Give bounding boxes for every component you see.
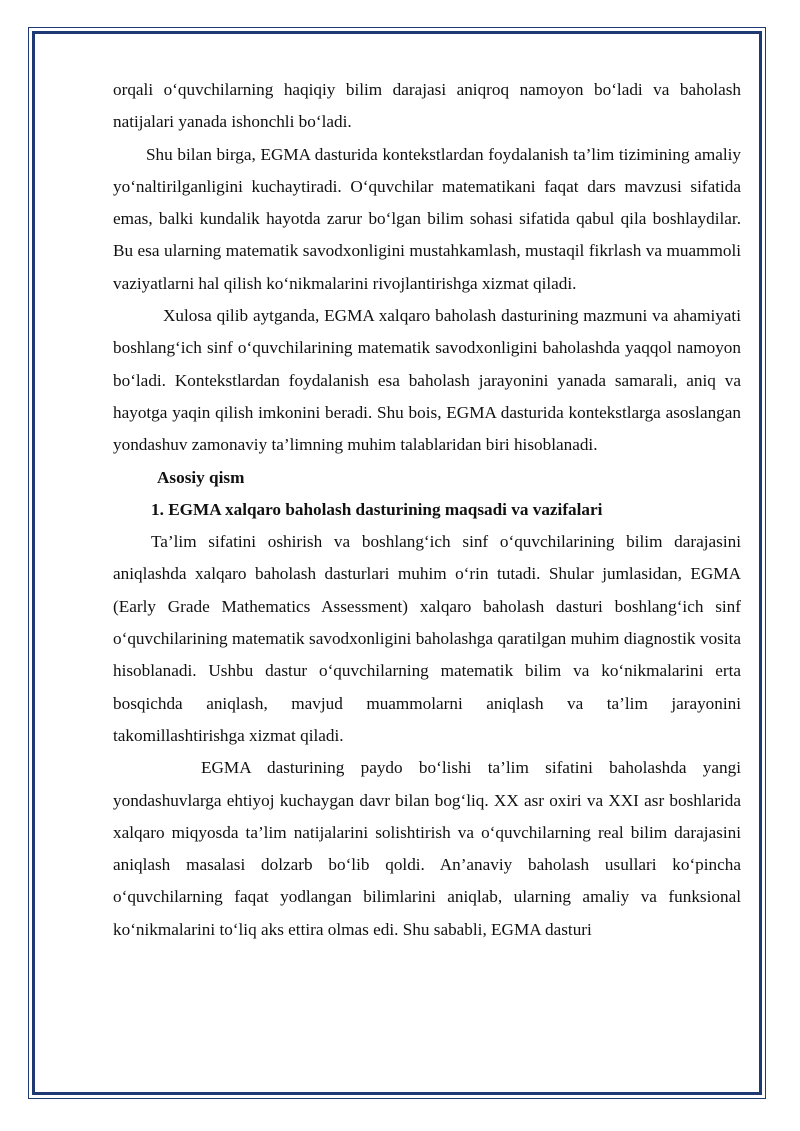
section-heading: Asosiy qism: [157, 467, 245, 487]
paragraph-continuation: orqali o‘quvchilarning haqiqiy bilim darajasi aniqroq namoyon bo‘ladi va baholash natijalari yanada ishonchli bo‘ladi.: [113, 80, 741, 132]
paragraph-context-usage: Shu bilan birga, EGMA dasturida kontekstlardan foydalanish ta’lim tizimining amaliy yo‘naltirilganligini kuchaytiradi. O‘quvchilar matematikani faqat dars mavzusi sifatida emas, balki kundalik hayotda zarur bo‘lgan bilim sohasi sifatida qabul qila boshlaydilar. Bu esa ularning matematik savodxonligini mustahkamlash, mustaqil fikrlash va muammoli vaziyatlarni hal qilish ko‘nikmalarini rivojlantirishga xizmat qiladi.: [113, 144, 741, 293]
paragraph-egma-origin: EGMA dasturining paydo bo‘lishi ta’lim sifatini baholashda yangi yondashuvlarga ehtiyoj kuchaygan davr bilan bog‘liq. XX asr oxiri va XXI asr boshlarida xalqaro miqyosda ta’lim natijalarini solishtirish va o‘quvchilarning real bilim darajasini aniqlash masalasi dolzarb bo‘lib qoldi. An’anaviy baholash usullari ko‘pincha o‘quvchilarning faqat yodlangan bilimlarini aniqlab, ularning amaliy va funksional ko‘nikmalarini to‘liq aks ettira olmas edi. Shu sababli, EGMA dasturi: [113, 758, 741, 939]
paragraph-conclusion: Xulosa qilib aytganda, EGMA xalqaro baholash dasturining mazmuni va ahamiyati boshlang‘ich sinf o‘quvchilarining matematik savodxonligini baholashda yaqqol namoyon bo‘ladi. Kontekstlardan foydalanish esa baholash jarayonini yanada samarali, aniq va hayotga yaqin qilish imkonini beradi. Shu bois, EGMA dasturida kontekstlarga asoslangan yondashuv zamonaviy ta’limning muhim talablaridan biri hisoblanadi.: [113, 306, 741, 455]
subsection-heading: 1. EGMA xalqaro baholash dasturining maqsadi va vazifalari: [151, 499, 603, 519]
paragraph-egma-purpose: Ta’lim sifatini oshirish va boshlang‘ich sinf o‘quvchilarining bilim darajasini aniqlashda xalqaro baholash dasturlari muhim o‘rin tutadi. Shular jumlasidan, EGMA (Early Grade Mathematics Assessment) xalqaro baholash dasturi boshlang‘ich sinf o‘quvchilarining matematik savodxonligini baholashga qaratilgan muhim diagnostik vosita hisoblanadi. Ushbu dastur o‘quvchilarning matematik bilim va ko‘nikmalarini erta bosqichda aniqlash, mavjud muammolarni aniqlash va ta’lim jarayonini takomillashtirishga xizmat qiladi.: [113, 532, 741, 745]
document-body: [113, 74, 741, 946]
